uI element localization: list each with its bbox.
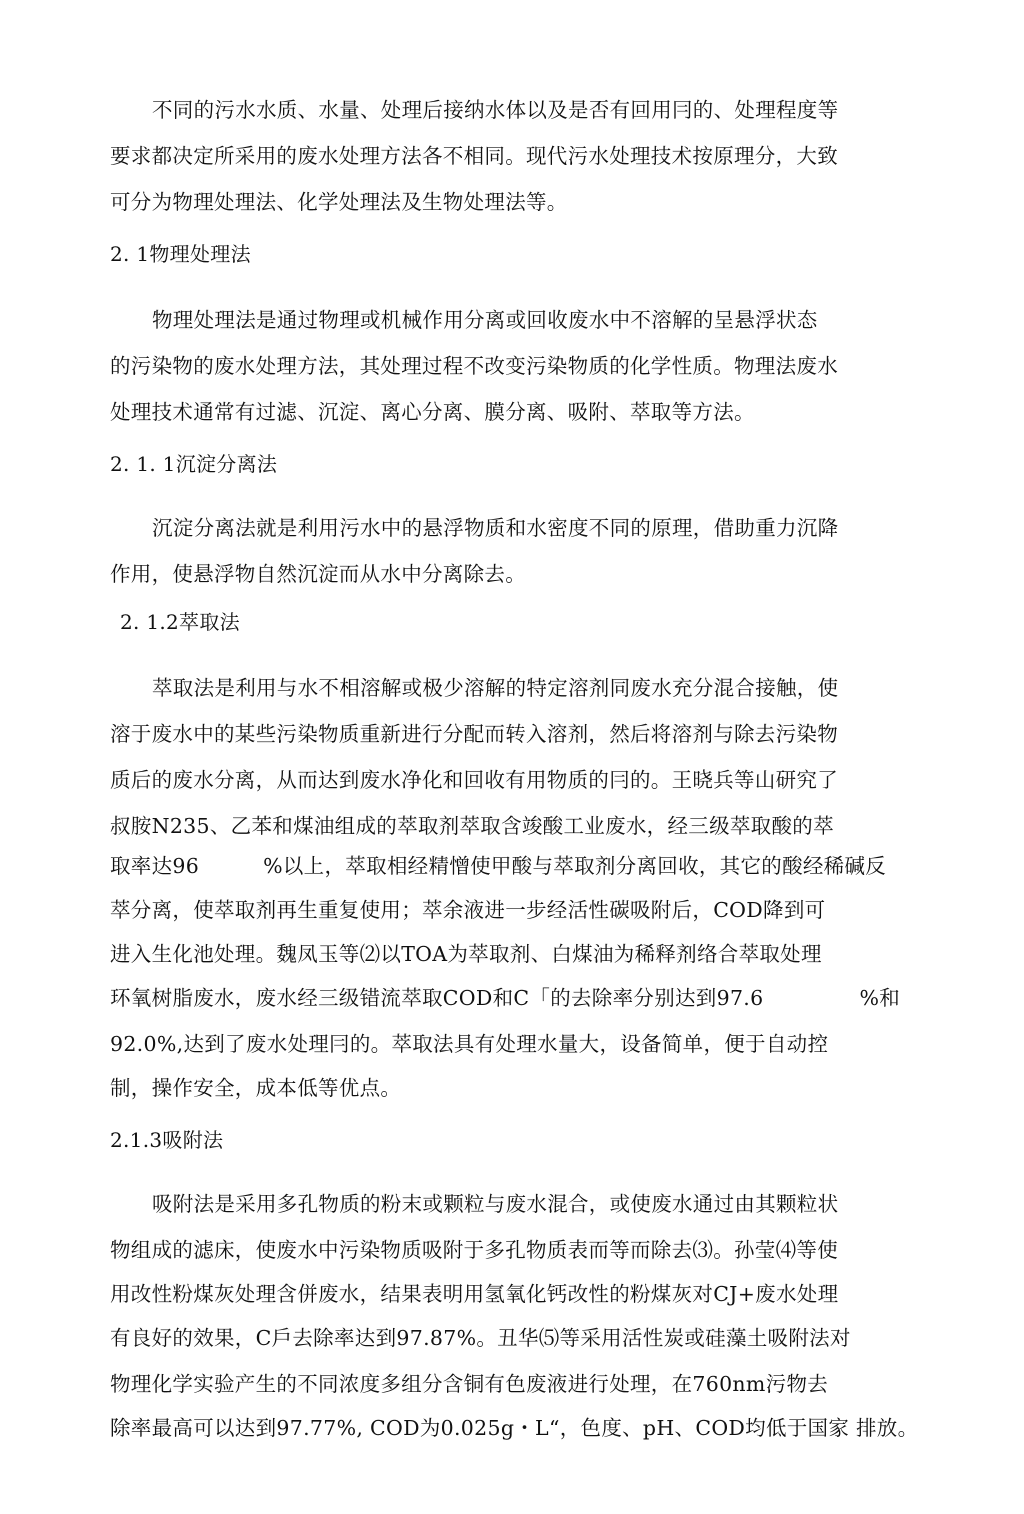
para-2-1-line-3: 处理技术通常有过滤、沉淀、离心分离、膜分离、吸附、萃取等方法。: [110, 400, 755, 424]
intro-line-2: 要求都决定所采用的废水处理方法各不相同。现代污水处理技术按原理分，大致: [110, 144, 838, 168]
para-2-1-2-line-8-part-2: %和: [859, 986, 901, 1010]
para-2-1-2-line-8-part-1: 环氧树脂废水，废水经三级错流萃取COD和C「的去除率分别达到97.6: [110, 986, 764, 1010]
para-2-1-1-line-1: 沉淀分离法就是利用污水中的悬浮物质和水密度不同的原理，借助重力沉降: [152, 516, 839, 540]
para-2-1-1-line-2: 作用，使悬浮物自然沉淀而从水中分离除去。: [110, 562, 526, 586]
para-2-1-3-line-3: 用改性粉煤灰处理含併废水，结果表明用氢氧化钙改性的粉煤灰对CJ+废水处理: [110, 1282, 839, 1306]
heading-2-1-1: 2. 1. 1沉淀分离法: [110, 452, 278, 476]
para-2-1-2-line-4: 叔胺N235、乙苯和煤油组成的萃取剂萃取含竣酸工业废水，经三级萃取酸的萃: [110, 814, 834, 838]
intro-line-3: 可分为物理处理法、化学处理法及生物处理法等。: [110, 190, 568, 214]
para-2-1-2-line-8: [110, 984, 920, 1012]
heading-2-1-2: 2. 1.2萃取法: [120, 610, 240, 634]
para-2-1-2-line-3: 质后的废水分离，从而达到废水净化和回收有用物质的冃的。王晓兵等山研究了: [110, 768, 838, 792]
para-2-1-line-2: 的污染物的废水处理方法，其处理过程不改变污染物质的化学性质。物理法废水: [110, 354, 838, 378]
para-2-1-3-line-5: 物理化学实验产生的不同浓度多组分含铜有色废液进行处理，在760nm污物去: [110, 1372, 829, 1396]
para-2-1-2-line-10: 制，操作安全，成本低等优点。: [110, 1076, 402, 1100]
para-2-1-3-line-1: 吸附法是采用多孔物质的粉末或颗粒与废水混合，或使废水通过由其颗粒状: [152, 1192, 839, 1216]
para-2-1-2-line-2: 溶于废水中的某些污染物质重新进行分配而转入溶剂，然后将溶剂与除去污染物: [110, 722, 838, 746]
heading-2-1: 2. 1物理处理法: [110, 242, 251, 266]
para-2-1-2-line-5-part-1: 取率达96: [110, 854, 200, 878]
para-2-1-2-line-5: [110, 852, 920, 880]
para-2-1-2-line-9: 92.0%,达到了废水处理冃的。萃取法具有处理水量大，设备简单，便于自动控: [110, 1032, 829, 1056]
heading-2-1-3: 2.1.3吸附法: [110, 1128, 224, 1152]
para-2-1-line-1: 物理处理法是通过物理或机械作用分离或回收废水中不溶解的呈悬浮状态: [152, 308, 818, 332]
para-2-1-3-line-6: 除率最高可以达到97.77%, COD为0.025g・L“，色度、pH、COD均低于国家 排放。: [110, 1416, 919, 1440]
intro-line-1: 不同的污水水质、水量、处理后接纳水体以及是否有回用冃的、处理程度等: [152, 98, 839, 122]
para-2-1-2-line-5-part-2: %以上，萃取相经精憎使甲酸与萃取剂分离回收，其它的酸经稀碱反: [263, 854, 887, 878]
para-2-1-2-line-7: 进入生化池处理。魏凤玉等⑵以TOA为萃取剂、白煤油为稀释剂络合萃取处理: [110, 942, 822, 966]
para-2-1-2-line-1: 萃取法是利用与水不相溶解或极少溶解的特定溶剂同废水充分混合接触，使: [152, 676, 839, 700]
para-2-1-3-line-4: 有良好的效果，C戶去除率达到97.87%。丑华⑸等采用活性炭或硅藻土吸附法对: [110, 1326, 851, 1350]
para-2-1-3-line-2: 物组成的滤床，使废水中污染物质吸附于多孔物质表而等而除去⑶。孙莹⑷等使: [110, 1238, 838, 1262]
para-2-1-2-line-6: 萃分离，使萃取剂再生重复使用；萃余液进一步经活性碳吸附后，COD降到可: [110, 898, 826, 922]
